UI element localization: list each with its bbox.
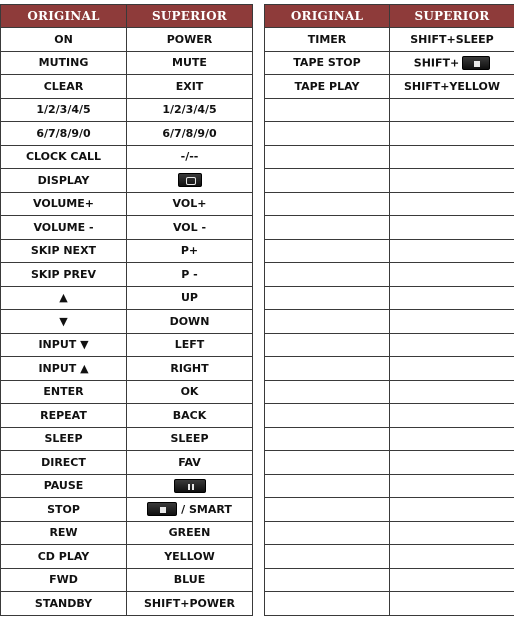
- superior-key-cell: [390, 451, 514, 475]
- original-key-cell: ▲: [1, 286, 127, 310]
- table-row: [1, 239, 253, 263]
- empty-table-row: [265, 380, 514, 404]
- original-key-cell: INPUT ▲: [1, 357, 127, 381]
- superior-key-cell: UP: [127, 286, 253, 310]
- original-key-cell: DIRECT: [1, 451, 127, 475]
- original-key-cell: CD PLAY: [1, 545, 127, 569]
- stop-button-icon: [147, 502, 177, 516]
- original-key-cell: STOP: [1, 498, 127, 522]
- superior-key-cell: [390, 498, 514, 522]
- table-row: [1, 568, 253, 592]
- stop-button-icon: [462, 56, 490, 70]
- superior-key-prefix: SHIFT+: [413, 56, 460, 70]
- superior-key-cell: [390, 98, 514, 122]
- original-key-cell: [265, 239, 390, 263]
- original-key-cell: 1/2/3/4/5: [1, 98, 127, 122]
- empty-table-row: [265, 239, 514, 263]
- superior-key-cell: [390, 122, 514, 146]
- superior-key-cell: [390, 51, 514, 75]
- empty-table-row: [265, 286, 514, 310]
- original-key-cell: [265, 169, 390, 193]
- table-row: [1, 75, 253, 99]
- superior-key-cell: -/--: [127, 145, 253, 169]
- superior-key-cell: VOL -: [127, 216, 253, 240]
- empty-table-row: [265, 427, 514, 451]
- table-row: [1, 545, 253, 569]
- empty-table-row: [265, 545, 514, 569]
- superior-key-cell: EXIT: [127, 75, 253, 99]
- original-key-cell: [265, 451, 390, 475]
- superior-key-cell: SLEEP: [127, 427, 253, 451]
- empty-table-row: [265, 521, 514, 545]
- original-key-cell: SKIP PREV: [1, 263, 127, 287]
- superior-key-cell: VOL+: [127, 192, 253, 216]
- original-key-cell: [265, 498, 390, 522]
- original-key-cell: REPEAT: [1, 404, 127, 428]
- superior-key-cell: [390, 427, 514, 451]
- superior-key-cell: [390, 357, 514, 381]
- superior-key-cell: MUTE: [127, 51, 253, 75]
- table-row: [1, 51, 253, 75]
- table-row: [1, 357, 253, 381]
- superior-key-cell: OK: [127, 380, 253, 404]
- superior-key-cell: [390, 239, 514, 263]
- original-column-header: ORIGINAL: [1, 5, 127, 28]
- superior-key-cell: [390, 521, 514, 545]
- original-key-cell: MUTING: [1, 51, 127, 75]
- empty-table-row: [265, 451, 514, 475]
- original-key-cell: CLOCK CALL: [1, 145, 127, 169]
- superior-key-cell: LEFT: [127, 333, 253, 357]
- table-row: [1, 404, 253, 428]
- table-row: [1, 521, 253, 545]
- original-key-cell: [265, 568, 390, 592]
- superior-key-cell: GREEN: [127, 521, 253, 545]
- superior-key-cell: [390, 474, 514, 498]
- original-key-cell: [265, 98, 390, 122]
- empty-table-row: [265, 333, 514, 357]
- left-mapping-table: [0, 4, 253, 616]
- table-row: [1, 333, 253, 357]
- empty-table-row: [265, 216, 514, 240]
- superior-key-suffix: / SMART: [181, 502, 232, 516]
- original-key-cell: INPUT ▼: [1, 333, 127, 357]
- empty-table-row: [265, 474, 514, 498]
- original-key-cell: SLEEP: [1, 427, 127, 451]
- original-key-cell: [265, 427, 390, 451]
- original-key-cell: [265, 521, 390, 545]
- empty-table-row: [265, 310, 514, 334]
- table-row: [1, 169, 253, 193]
- empty-table-row: [265, 98, 514, 122]
- original-key-cell: [265, 333, 390, 357]
- superior-key-cell: P+: [127, 239, 253, 263]
- superior-key-cell: FAV: [127, 451, 253, 475]
- table-row: [1, 192, 253, 216]
- table-row: [1, 592, 253, 616]
- empty-table-row: [265, 145, 514, 169]
- original-key-cell: [265, 216, 390, 240]
- table-row: [1, 474, 253, 498]
- empty-table-row: [265, 263, 514, 287]
- right-table-body: [265, 28, 514, 616]
- table-row: [1, 28, 253, 52]
- table-row: [265, 75, 514, 99]
- original-key-cell: STANDBY: [1, 592, 127, 616]
- table-row: [1, 451, 253, 475]
- superior-key-cell: [390, 380, 514, 404]
- superior-key-cell: SHIFT+YELLOW: [390, 75, 514, 99]
- table-row: [1, 427, 253, 451]
- original-key-cell: 6/7/8/9/0: [1, 122, 127, 146]
- superior-key-cell: [390, 192, 514, 216]
- empty-table-row: [265, 122, 514, 146]
- superior-key-cell: [127, 498, 253, 522]
- original-key-cell: [265, 286, 390, 310]
- superior-key-cell: YELLOW: [127, 545, 253, 569]
- superior-key-cell: DOWN: [127, 310, 253, 334]
- table-row: [1, 98, 253, 122]
- superior-key-cell: [127, 474, 253, 498]
- original-key-cell: VOLUME+: [1, 192, 127, 216]
- original-key-cell: ▼: [1, 310, 127, 334]
- empty-table-row: [265, 357, 514, 381]
- table-row: [265, 28, 514, 52]
- original-key-cell: PAUSE: [1, 474, 127, 498]
- table-row: [1, 216, 253, 240]
- empty-table-row: [265, 568, 514, 592]
- superior-key-cell: [390, 145, 514, 169]
- empty-table-row: [265, 404, 514, 428]
- original-key-cell: TAPE STOP: [265, 51, 390, 75]
- empty-table-row: [265, 192, 514, 216]
- original-key-cell: TAPE PLAY: [265, 75, 390, 99]
- right-mapping-table: [264, 4, 514, 616]
- original-key-cell: FWD: [1, 568, 127, 592]
- superior-column-header: SUPERIOR: [390, 5, 514, 28]
- superior-key-cell: [127, 169, 253, 193]
- superior-key-cell: SHIFT+SLEEP: [390, 28, 514, 52]
- original-key-cell: TIMER: [265, 28, 390, 52]
- original-key-cell: ON: [1, 28, 127, 52]
- original-key-cell: [265, 545, 390, 569]
- superior-key-cell: POWER: [127, 28, 253, 52]
- table-row: [1, 380, 253, 404]
- superior-key-cell: [390, 404, 514, 428]
- original-key-cell: [265, 474, 390, 498]
- superior-key-cell: 6/7/8/9/0: [127, 122, 253, 146]
- table-row: [1, 310, 253, 334]
- table-row: [1, 122, 253, 146]
- superior-key-cell: BLUE: [127, 568, 253, 592]
- original-key-cell: [265, 263, 390, 287]
- original-key-cell: [265, 592, 390, 616]
- table-row: [1, 286, 253, 310]
- superior-key-cell: [390, 216, 514, 240]
- original-key-cell: ENTER: [1, 380, 127, 404]
- header-row: [1, 5, 253, 28]
- original-key-cell: [265, 145, 390, 169]
- superior-key-cell: 1/2/3/4/5: [127, 98, 253, 122]
- original-key-cell: [265, 310, 390, 334]
- superior-key-cell: [390, 592, 514, 616]
- superior-key-cell: [390, 333, 514, 357]
- superior-key-cell: [390, 263, 514, 287]
- original-key-cell: [265, 380, 390, 404]
- original-key-cell: [265, 404, 390, 428]
- superior-key-cell: [390, 169, 514, 193]
- left-table-body: [1, 28, 253, 616]
- original-column-header: ORIGINAL: [265, 5, 390, 28]
- table-row: [1, 498, 253, 522]
- superior-key-cell: BACK: [127, 404, 253, 428]
- superior-key-cell: [390, 286, 514, 310]
- pause-button-icon: [174, 479, 206, 493]
- empty-table-row: [265, 592, 514, 616]
- superior-key-cell: [390, 568, 514, 592]
- superior-key-cell: RIGHT: [127, 357, 253, 381]
- superior-key-cell: SHIFT+POWER: [127, 592, 253, 616]
- original-key-cell: VOLUME -: [1, 216, 127, 240]
- original-key-cell: [265, 192, 390, 216]
- original-key-cell: SKIP NEXT: [1, 239, 127, 263]
- header-row: [265, 5, 514, 28]
- superior-key-cell: [390, 310, 514, 334]
- empty-table-row: [265, 498, 514, 522]
- original-key-cell: REW: [1, 521, 127, 545]
- empty-table-row: [265, 169, 514, 193]
- display-button-icon: [178, 173, 202, 187]
- superior-column-header: SUPERIOR: [127, 5, 253, 28]
- original-key-cell: [265, 357, 390, 381]
- superior-key-cell: [390, 545, 514, 569]
- original-key-cell: CLEAR: [1, 75, 127, 99]
- original-key-cell: DISPLAY: [1, 169, 127, 193]
- original-key-cell: [265, 122, 390, 146]
- table-row: [1, 263, 253, 287]
- superior-key-cell: P -: [127, 263, 253, 287]
- table-row: [265, 51, 514, 75]
- table-row: [1, 145, 253, 169]
